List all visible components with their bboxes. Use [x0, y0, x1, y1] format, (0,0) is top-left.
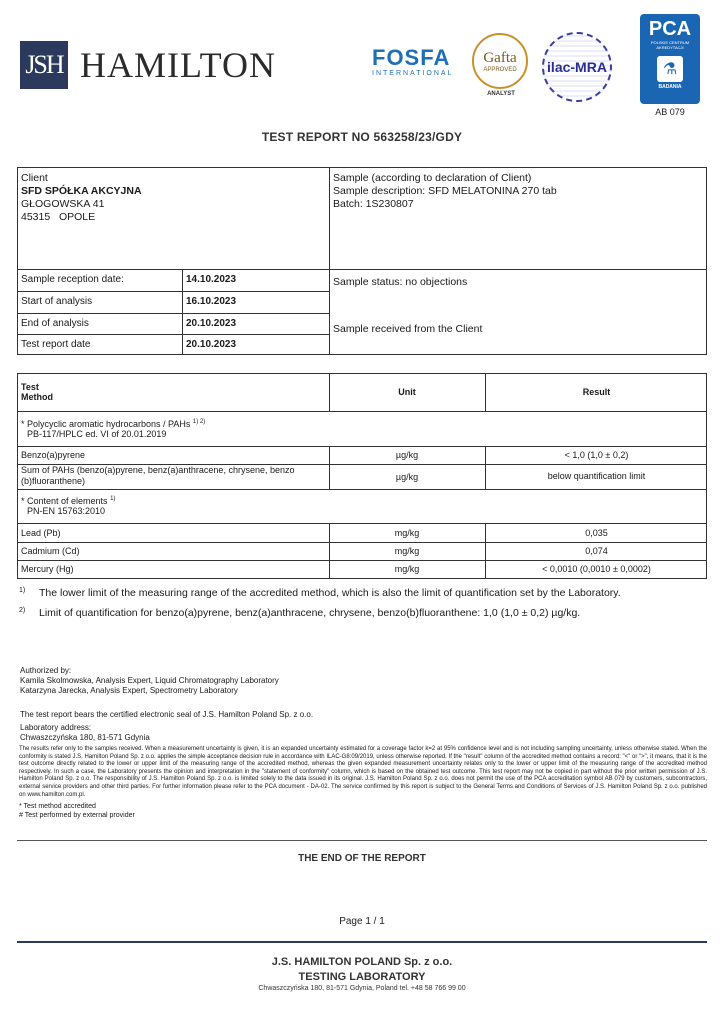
client-heading: Client [21, 172, 48, 184]
pca-sub: POLSKIE CENTRUM AKREDYTACJI [650, 40, 690, 50]
date-label: Sample reception date: [21, 274, 124, 285]
col-test-header: Test [21, 382, 39, 392]
sample-status: Sample status: no objections [333, 276, 468, 288]
gafta-analyst: ANALYST [487, 91, 515, 97]
gafta-seal-icon [472, 33, 530, 103]
footnote-2: Limit of quantification for benzo(a)pyrene, benz(a)anthracene, chrysene, benzo(b)fluoranthene: 1,0 (1,0 ± 0,2) µg/kg. [39, 607, 581, 619]
result-name: Mercury (Hg) [21, 564, 74, 574]
divider [329, 446, 330, 489]
footnote-ref: 1) 2) [192, 419, 206, 425]
col-method-header: Method [21, 392, 53, 402]
result-name: Benzo(a)pyrene [21, 450, 86, 460]
sample-received: Sample received from the Client [333, 323, 483, 335]
divider [485, 523, 486, 579]
fosfa-name: FOSFA [372, 45, 451, 70]
client-city: 45315 OPOLE [21, 211, 96, 223]
result-name: Cadmium (Cd) [21, 546, 80, 556]
date-value: 16.10.2023 [186, 296, 237, 307]
date-value: 20.10.2023 [186, 339, 237, 350]
date-label: End of analysis [21, 318, 89, 329]
report-title: TEST REPORT NO 563258/23/GDY [261, 130, 463, 144]
divider [18, 523, 707, 524]
jsh-logo-icon: JSH [20, 41, 68, 89]
ilac-text: ilac-MRA [547, 59, 607, 75]
divider [17, 941, 707, 943]
ilac-circle [542, 32, 612, 102]
gafta-approved: APPROVED [483, 66, 517, 73]
date-label: Test report date [21, 339, 91, 350]
group-pahs-method: PB-117/HPLC ed. VI of 20.01.2019 [27, 429, 167, 439]
result-value: 0,035 [585, 528, 608, 538]
result-value: < 0,0010 (0,0010 ± 0,0002) [542, 564, 651, 574]
lab-address: Chwaszczyńska 180, 81-571 Gdynia [20, 733, 150, 742]
group-elements-label: * Content of elements [21, 496, 108, 506]
result-value: below quantification limit [547, 471, 646, 481]
gafta-name: Gafta [483, 49, 517, 66]
fosfa-sub: INTERNATIONAL [372, 70, 454, 77]
result-unit: µg/kg [395, 450, 419, 460]
result-value: 0,074 [585, 546, 608, 556]
end-of-report: THE END OF THE REPORT [298, 853, 426, 864]
date-value: 20.10.2023 [186, 318, 237, 329]
date-row [18, 292, 329, 313]
sample-description: Sample description: SFD MELATONINA 270 tab [333, 185, 557, 197]
legend-external: # Test performed by external provider [19, 812, 135, 819]
footer-address: Chwaszczyńska 180, 81-571 Gdynia, Poland tel. +48 58 766 99 00 [258, 985, 466, 992]
divider [17, 840, 707, 841]
group-elements-method: PN-EN 15763:2010 [27, 506, 106, 516]
result-unit: mg/kg [394, 564, 420, 574]
pca-logo-icon [640, 14, 700, 104]
gafta-circle [472, 33, 528, 89]
divider [329, 374, 330, 411]
date-label: Start of analysis [21, 296, 93, 307]
divider [18, 560, 707, 561]
result-value: < 1,0 (1,0 ± 0,2) [564, 450, 629, 460]
authorized-heading: Authorized by: [20, 666, 72, 675]
client-name: SFD SPÓŁKA AKCYJNA [21, 185, 142, 197]
pca-accreditation-number: AB 079 [655, 107, 685, 117]
result-name-cont: (b)fluoranthene) [21, 476, 86, 486]
result-unit: mg/kg [394, 546, 420, 556]
page-number: Page 1 / 1 [339, 916, 385, 927]
divider [18, 489, 707, 490]
divider [485, 446, 486, 489]
divider [18, 411, 707, 412]
footnote-ref: 1) [110, 496, 116, 502]
hamilton-logo [20, 40, 300, 90]
ilac-mra-icon [542, 32, 614, 104]
divider [18, 542, 707, 543]
date-row [18, 314, 329, 335]
date-row [18, 335, 329, 356]
footer-company: J.S. HAMILTON POLAND Sp. z o.o. [271, 956, 453, 968]
results-table [17, 373, 707, 579]
group-pahs-label: * Polycyclic aromatic hydrocarbons / PAHs [21, 419, 191, 429]
divider [329, 168, 330, 355]
flask-icon: ⚗ [657, 56, 683, 82]
result-unit: µg/kg [395, 472, 419, 482]
result-unit: mg/kg [394, 528, 420, 538]
sample-heading: Sample (according to declaration of Client) [333, 172, 532, 184]
fosfa-logo-icon [372, 46, 464, 86]
pca-name: PCA [648, 18, 692, 40]
company-name: HAMILTON [80, 45, 277, 85]
footnote-1: The lower limit of the measuring range of the accredited method, which is also the limit of quantification set by the Laboratory. [39, 587, 621, 599]
result-name: Sum of PAHs (benzo(a)pyrene, benz(a)anthracene, chrysene, benzo [21, 465, 295, 475]
client-street: GŁOGOWSKA 41 [21, 198, 105, 210]
divider [485, 374, 486, 411]
divider [329, 523, 330, 579]
col-result-header: Result [582, 387, 611, 397]
footnote-mark: 1) [19, 587, 26, 594]
date-row [18, 270, 329, 291]
result-name: Lead (Pb) [21, 528, 61, 538]
date-value: 14.10.2023 [186, 274, 237, 285]
disclaimer: The results refer only to the samples received. When a measurement uncertainty is given, it is an expanded uncertainty estimated for a coverage factor k=2 at 95% confidence level and is not including sampling uncertainty, unless otherwise stated. When the conformity is stated J.S. Hamilton Poland Sp. z o.o. applies the simple acceptance decision rule in accordance with ILAC-G8:09/2019, unless otherwise reported. If the "result" column of the accredited method contains a record: "<" or ">", it means, that it is the test outcome directly related to the lower or upper limit of the measuring range of the accredited method, whereas the given expanded measurement uncertainty relates only to the lower or upper limit of the measuring range of the accredited method respectively. In such a case, the Laboratory presents the opinion and interpretation in the "statement of conformity" column, which is based on the obtained test outcome. This test report may not be copied in part without the prior written permission of J.S. Hamilton Poland Sp. z o.o. The responsibility of J.S. Hamilton Poland Sp. z o.o. is limited solely to the data issued in its original. J.S. Hamilton Poland Sp. z o.o. does not permit the use of the PCA accreditation symbol AB 079 by customers, subcontractors, external service providers and other third parties. For further information please refer to the PCA document - DA-02. The service confirmed by this report is subject to the General Terms and Conditions of Services of J.S. Hamilton Poland Sp. z o.o. published on www.hamilton.com.pl. [19, 746, 707, 798]
footer-lab: TESTING LABORATORY [298, 971, 426, 983]
footnote-mark: 2) [19, 607, 26, 614]
sample-batch: Batch: 1S230807 [333, 198, 414, 210]
divider [18, 446, 707, 447]
col-unit-header: Unit [398, 387, 416, 397]
lab-address-heading: Laboratory address: [20, 723, 92, 732]
pca-badania: BADANIA [658, 84, 682, 90]
electronic-seal-note: The test report bears the certified electronic seal of J.S. Hamilton Poland Sp. z o.o. [20, 710, 314, 719]
client-sample-table [17, 167, 707, 355]
authorized-person: Katarzyna Jarecka, Analysis Expert, Spectrometry Laboratory [20, 686, 238, 695]
legend-accredited: * Test method accredited [19, 803, 96, 810]
authorized-person: Kamila Skolmowska, Analysis Expert, Liquid Chromatography Laboratory [20, 676, 279, 685]
